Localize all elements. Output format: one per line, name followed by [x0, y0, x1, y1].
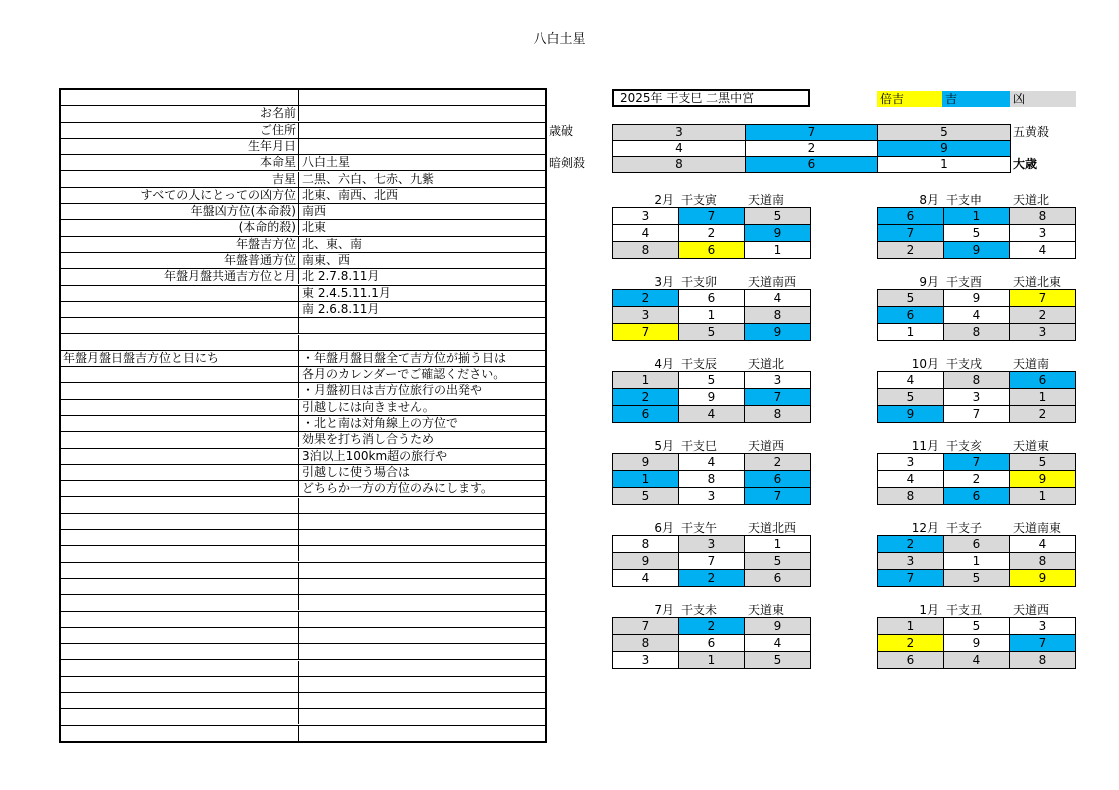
month-header — [612, 521, 812, 536]
month-grid-cell: 8 — [1009, 651, 1076, 669]
month-eto: 干支戌 — [946, 357, 983, 371]
profile-row — [61, 449, 545, 465]
year-grid-cell: 2 — [745, 140, 878, 157]
profile-value — [300, 90, 545, 105]
profile-row — [61, 709, 545, 725]
month-grid-cell: 1 — [678, 306, 745, 324]
month-grid-cell: 4 — [744, 289, 811, 307]
month-grid-cell: 1 — [678, 651, 745, 669]
profile-value — [300, 123, 545, 138]
month-grid-cell: 9 — [1009, 569, 1076, 587]
profile-row — [61, 204, 545, 220]
month-grid-cell: 2 — [678, 224, 745, 242]
month-grid-cell: 3 — [1009, 224, 1076, 242]
profile-value — [300, 644, 545, 659]
profile-label: お名前 — [61, 106, 299, 121]
profile-row — [61, 172, 545, 188]
profile-value: 八白土星 — [302, 155, 351, 170]
profile-value — [300, 726, 545, 741]
profile-label — [61, 318, 299, 333]
profile-label — [61, 432, 299, 447]
month-grid-cell: 8 — [678, 470, 745, 488]
year-grid-cell: 1 — [877, 156, 1011, 173]
month-grid-cell: 9 — [612, 552, 679, 570]
profile-value — [300, 139, 545, 154]
profile-value — [300, 514, 545, 529]
month-grid-cell: 2 — [877, 241, 944, 259]
month-grid-cell: 4 — [678, 453, 745, 471]
profile-label — [61, 449, 299, 464]
month-grid-cell: 6 — [678, 241, 745, 259]
month-grid-cell: 9 — [612, 453, 679, 471]
profile-label — [61, 90, 299, 105]
profile-label — [61, 595, 299, 610]
profile-row — [61, 237, 545, 253]
month-grid-cell: 9 — [744, 323, 811, 341]
profile-value — [300, 677, 545, 692]
month-grid-cell: 2 — [943, 470, 1010, 488]
profile-row — [61, 286, 545, 302]
month-grid-cell: 7 — [744, 487, 811, 505]
month-grid-cell: 6 — [1009, 371, 1076, 389]
profile-label — [61, 693, 299, 708]
month-eto: 干支亥 — [946, 439, 983, 453]
month-label: 12月 — [911, 521, 939, 535]
profile-value — [300, 693, 545, 708]
month-grid-cell: 4 — [877, 470, 944, 488]
month-grid-cell: 8 — [612, 535, 679, 553]
month-tendo: 天道北東 — [1013, 275, 1062, 289]
month-grid-cell: 4 — [943, 306, 1010, 324]
profile-value — [300, 530, 545, 545]
month-header — [612, 275, 812, 290]
month-grid-cell: 6 — [943, 535, 1010, 553]
month-grid-cell: 9 — [877, 405, 944, 423]
profile-label: (本命的殺) — [61, 220, 299, 235]
month-grid-cell: 7 — [612, 323, 679, 341]
month-grid-cell: 7 — [877, 569, 944, 587]
month-grid-cell: 3 — [678, 487, 745, 505]
month-header — [612, 603, 812, 618]
profile-label — [61, 530, 299, 545]
profile-label — [61, 612, 299, 627]
month-grid-cell: 4 — [1009, 535, 1076, 553]
profile-row — [61, 546, 545, 562]
month-grid-cell: 6 — [877, 306, 944, 324]
profile-value — [300, 498, 545, 513]
month-grid-cell: 5 — [744, 552, 811, 570]
month-grid-cell: 5 — [612, 487, 679, 505]
month-tendo: 天道南東 — [1013, 521, 1062, 535]
month-grid-cell: 2 — [678, 569, 745, 587]
month-grid-cell: 5 — [678, 323, 745, 341]
profile-row — [61, 351, 545, 367]
month-grid-cell: 3 — [943, 388, 1010, 406]
profile-row — [61, 514, 545, 530]
month-grid-cell: 8 — [744, 306, 811, 324]
profile-label — [61, 628, 299, 643]
month-label: 10月 — [911, 357, 939, 371]
profile-value: 北、東、南 — [302, 236, 363, 251]
profile-label: 吉星 — [61, 172, 299, 187]
profile-label: ご住所 — [61, 123, 299, 138]
month-grid-cell: 3 — [1009, 617, 1076, 635]
year-grid-cell: 3 — [612, 124, 746, 141]
profile-label — [61, 514, 299, 529]
month-grid-cell: 3 — [877, 552, 944, 570]
profile-label — [61, 726, 299, 741]
month-grid-cell: 4 — [1009, 241, 1076, 259]
month-grid-cell: 3 — [612, 306, 679, 324]
month-grid-cell: 5 — [1009, 453, 1076, 471]
month-grid-cell: 4 — [612, 569, 679, 587]
month-eto: 干支午 — [681, 521, 718, 535]
month-grid-cell: 4 — [678, 405, 745, 423]
month-label: 3月 — [654, 275, 674, 289]
legend-item: 吉 — [942, 91, 1010, 107]
month-grid-cell: 8 — [1009, 207, 1076, 225]
profile-value — [300, 318, 545, 333]
month-header — [877, 275, 1077, 290]
month-eto: 干支酉 — [946, 275, 983, 289]
profile-label — [61, 465, 299, 480]
profile-label — [61, 286, 299, 301]
month-grid-cell: 4 — [877, 371, 944, 389]
month-grid-cell: 6 — [678, 634, 745, 652]
month-grid-cell: 2 — [678, 617, 745, 635]
month-eto: 干支寅 — [681, 193, 718, 207]
profile-label — [61, 579, 299, 594]
profile-label — [61, 661, 299, 676]
month-grid-cell: 6 — [877, 207, 944, 225]
month-grid-cell: 8 — [943, 371, 1010, 389]
month-label: 2月 — [654, 193, 674, 207]
profile-label: すべての人にとっての凶方位 — [61, 188, 299, 203]
month-grid-cell: 6 — [678, 289, 745, 307]
month-header — [877, 357, 1077, 372]
profile-row — [61, 155, 545, 171]
profile-label: 生年月日 — [61, 139, 299, 154]
profile-value: 南 2.6.8.11月 — [302, 301, 380, 316]
month-tendo: 天道西 — [748, 439, 785, 453]
profile-row — [61, 400, 545, 416]
month-grid-cell: 6 — [612, 405, 679, 423]
profile-label: 年盤月盤日盤吉方位と日にち — [61, 351, 299, 366]
profile-row — [61, 644, 545, 660]
month-grid-cell: 9 — [744, 224, 811, 242]
month-header — [877, 603, 1077, 618]
month-grid-cell: 3 — [678, 535, 745, 553]
profile-row — [61, 253, 545, 269]
profile-row — [61, 481, 545, 497]
month-label: 6月 — [654, 521, 674, 535]
month-eto: 干支申 — [946, 193, 983, 207]
profile-label — [61, 335, 299, 350]
year-grid-cell: 6 — [745, 156, 878, 173]
profile-row — [61, 90, 545, 106]
year-header: 2025年 干支巳 二黒中宮 — [612, 89, 810, 107]
month-grid-cell: 2 — [612, 388, 679, 406]
profile-value — [300, 579, 545, 594]
year-grid-cell: 4 — [612, 140, 746, 157]
month-grid-cell: 9 — [943, 241, 1010, 259]
month-grid-cell: 7 — [612, 617, 679, 635]
month-grid-cell: 6 — [877, 651, 944, 669]
profile-value: 二黒、六白、七赤、九紫 — [302, 171, 435, 186]
profile-value — [300, 335, 545, 350]
month-tendo: 天道南 — [748, 193, 785, 207]
month-tendo: 天道北 — [748, 357, 785, 371]
month-eto: 干支未 — [681, 603, 718, 617]
profile-value: 3泊以上100km超の旅行や — [302, 448, 448, 463]
month-grid-cell: 1 — [1009, 487, 1076, 505]
profile-value: 南西 — [302, 204, 327, 219]
year-grid-cell: 7 — [745, 124, 878, 141]
profile-label — [61, 400, 299, 415]
profile-label — [61, 709, 299, 724]
profile-label — [61, 367, 299, 382]
profile-row — [61, 465, 545, 481]
month-grid-cell: 3 — [877, 453, 944, 471]
month-eto: 干支子 — [946, 521, 983, 535]
month-label: 1月 — [919, 603, 939, 617]
year-grid-left-label: 歳破 — [549, 124, 574, 138]
profile-row — [61, 123, 545, 139]
profile-row — [61, 139, 545, 155]
legend-item: 凶 — [1010, 91, 1076, 107]
profile-value: 北東、南西、北西 — [302, 187, 399, 202]
month-grid-cell: 6 — [744, 470, 811, 488]
profile-value — [300, 546, 545, 561]
year-grid-cell: 5 — [877, 124, 1011, 141]
month-grid-cell: 5 — [678, 371, 745, 389]
month-grid-cell: 5 — [877, 388, 944, 406]
month-grid-cell: 7 — [1009, 289, 1076, 307]
month-grid-cell: 6 — [943, 487, 1010, 505]
profile-row — [61, 106, 545, 122]
month-grid-cell: 7 — [877, 224, 944, 242]
year-grid-cell: 9 — [877, 140, 1011, 157]
month-grid-cell: 1 — [744, 241, 811, 259]
month-grid-cell: 2 — [877, 535, 944, 553]
profile-value — [300, 106, 545, 121]
month-grid-cell: 4 — [943, 651, 1010, 669]
month-grid-cell: 3 — [744, 371, 811, 389]
profile-value — [300, 661, 545, 676]
profile-table — [59, 88, 547, 743]
month-header — [612, 439, 812, 454]
month-grid-cell: 4 — [744, 634, 811, 652]
month-tendo: 天道南 — [1013, 357, 1050, 371]
month-grid-cell: 1 — [612, 470, 679, 488]
month-grid-cell: 8 — [744, 405, 811, 423]
month-grid-cell: 2 — [612, 289, 679, 307]
month-grid-cell: 2 — [1009, 306, 1076, 324]
profile-value: 効果を打ち消し合うため — [302, 432, 435, 447]
month-grid-cell: 3 — [612, 207, 679, 225]
month-grid-cell: 8 — [1009, 552, 1076, 570]
month-label: 4月 — [654, 357, 674, 371]
profile-value: ・月盤初日は吉方位旅行の出発や — [302, 383, 483, 398]
month-grid-cell: 7 — [744, 388, 811, 406]
profile-row — [61, 335, 545, 351]
month-grid-cell: 1 — [744, 535, 811, 553]
profile-value: 引越しに使う場合は — [302, 464, 411, 479]
month-header — [877, 521, 1077, 536]
profile-label: 年盤吉方位 — [61, 237, 299, 252]
profile-row — [61, 269, 545, 285]
profile-value: 各月のカレンダーでご確認ください。 — [302, 367, 506, 382]
month-grid-cell: 6 — [744, 569, 811, 587]
profile-label — [61, 416, 299, 431]
month-header — [877, 193, 1077, 208]
profile-row — [61, 628, 545, 644]
month-label: 11月 — [911, 439, 939, 453]
profile-value — [300, 628, 545, 643]
month-header — [612, 193, 812, 208]
month-grid-cell: 5 — [744, 207, 811, 225]
month-grid-cell: 9 — [943, 634, 1010, 652]
month-header — [612, 357, 812, 372]
month-tendo: 天道西 — [1013, 603, 1050, 617]
profile-value — [300, 563, 545, 578]
profile-row — [61, 612, 545, 628]
profile-value — [300, 709, 545, 724]
profile-row — [61, 661, 545, 677]
month-tendo: 天道北西 — [748, 521, 797, 535]
profile-row — [61, 220, 545, 236]
profile-value: 北東 — [302, 220, 327, 235]
month-grid-cell: 1 — [943, 207, 1010, 225]
year-grid-right-label: 大歳 — [1013, 157, 1038, 171]
month-header — [877, 439, 1077, 454]
month-grid-cell: 9 — [1009, 470, 1076, 488]
profile-row — [61, 595, 545, 611]
profile-row — [61, 383, 545, 399]
profile-label: 本命星 — [61, 155, 299, 170]
profile-label: 年盤普通方位 — [61, 253, 299, 268]
profile-value — [300, 612, 545, 627]
month-grid-cell: 2 — [744, 453, 811, 471]
profile-value: どちらか一方の方位のみにします。 — [302, 481, 494, 496]
year-grid-cell: 8 — [612, 156, 746, 173]
month-label: 5月 — [654, 439, 674, 453]
profile-label — [61, 481, 299, 496]
profile-row — [61, 677, 545, 693]
month-grid-cell: 5 — [744, 651, 811, 669]
month-grid-cell: 8 — [943, 323, 1010, 341]
month-grid-cell: 5 — [943, 617, 1010, 635]
month-grid-cell: 5 — [943, 569, 1010, 587]
profile-row — [61, 367, 545, 383]
profile-label — [61, 546, 299, 561]
profile-row — [61, 579, 545, 595]
profile-label — [61, 563, 299, 578]
legend-item: 倍吉 — [877, 91, 942, 107]
month-eto: 干支辰 — [681, 357, 718, 371]
month-grid-cell: 8 — [877, 487, 944, 505]
month-grid-cell: 1 — [612, 371, 679, 389]
month-grid-cell: 3 — [612, 651, 679, 669]
month-grid-cell: 2 — [1009, 405, 1076, 423]
month-grid-cell: 5 — [877, 289, 944, 307]
month-tendo: 天道東 — [748, 603, 785, 617]
profile-value: ・北と南は対角線上の方位で — [302, 416, 459, 430]
page-title: 八白土星 — [533, 32, 586, 47]
month-grid-cell: 7 — [943, 453, 1010, 471]
month-grid-cell: 1 — [943, 552, 1010, 570]
profile-label — [61, 498, 299, 513]
month-grid-cell: 1 — [877, 323, 944, 341]
profile-row — [61, 726, 545, 742]
month-label: 8月 — [919, 193, 939, 207]
profile-label: 年盤凶方位(本命殺) — [61, 204, 299, 219]
month-grid-cell: 7 — [678, 207, 745, 225]
profile-value: 南東、西 — [302, 253, 351, 267]
month-grid-cell: 7 — [943, 405, 1010, 423]
profile-row — [61, 416, 545, 432]
profile-row — [61, 563, 545, 579]
month-grid-cell: 7 — [1009, 634, 1076, 652]
profile-row — [61, 498, 545, 514]
profile-row — [61, 318, 545, 334]
month-grid-cell: 8 — [612, 634, 679, 652]
month-grid-cell: 8 — [612, 241, 679, 259]
month-grid-cell: 9 — [943, 289, 1010, 307]
month-grid-cell: 4 — [612, 224, 679, 242]
profile-value: 東 2.4.5.11.1月 — [302, 285, 391, 300]
profile-row — [61, 530, 545, 546]
profile-row — [61, 302, 545, 318]
month-label: 7月 — [654, 603, 674, 617]
month-grid-cell: 9 — [744, 617, 811, 635]
month-grid-cell: 1 — [1009, 388, 1076, 406]
profile-label — [61, 677, 299, 692]
profile-label — [61, 383, 299, 398]
profile-value: 北 2.7.8.11月 — [302, 269, 380, 284]
month-grid-cell: 3 — [1009, 323, 1076, 341]
month-tendo: 天道北 — [1013, 193, 1050, 207]
month-grid-cell: 1 — [877, 617, 944, 635]
profile-row — [61, 693, 545, 709]
profile-row — [61, 188, 545, 204]
month-tendo: 天道南西 — [748, 275, 797, 289]
year-grid-left-label: 暗剣殺 — [549, 156, 586, 170]
profile-label: 年盤月盤共通吉方位と月 — [61, 269, 299, 284]
month-grid-cell: 9 — [678, 388, 745, 406]
profile-value: ・年盤月盤日盤全て吉方位が揃う日は — [302, 350, 507, 365]
month-grid-cell: 5 — [943, 224, 1010, 242]
month-eto: 干支卯 — [681, 275, 718, 289]
profile-label — [61, 302, 299, 317]
month-grid-cell: 7 — [678, 552, 745, 570]
month-eto: 干支巳 — [681, 439, 718, 453]
month-eto: 干支丑 — [946, 603, 983, 617]
profile-label — [61, 644, 299, 659]
profile-row — [61, 432, 545, 448]
year-grid-right-label: 五黄殺 — [1013, 125, 1050, 139]
profile-value — [300, 595, 545, 610]
month-tendo: 天道東 — [1013, 439, 1050, 453]
month-grid-cell: 2 — [877, 634, 944, 652]
profile-value: 引越しには向きません。 — [302, 399, 435, 414]
month-label: 9月 — [919, 275, 939, 289]
